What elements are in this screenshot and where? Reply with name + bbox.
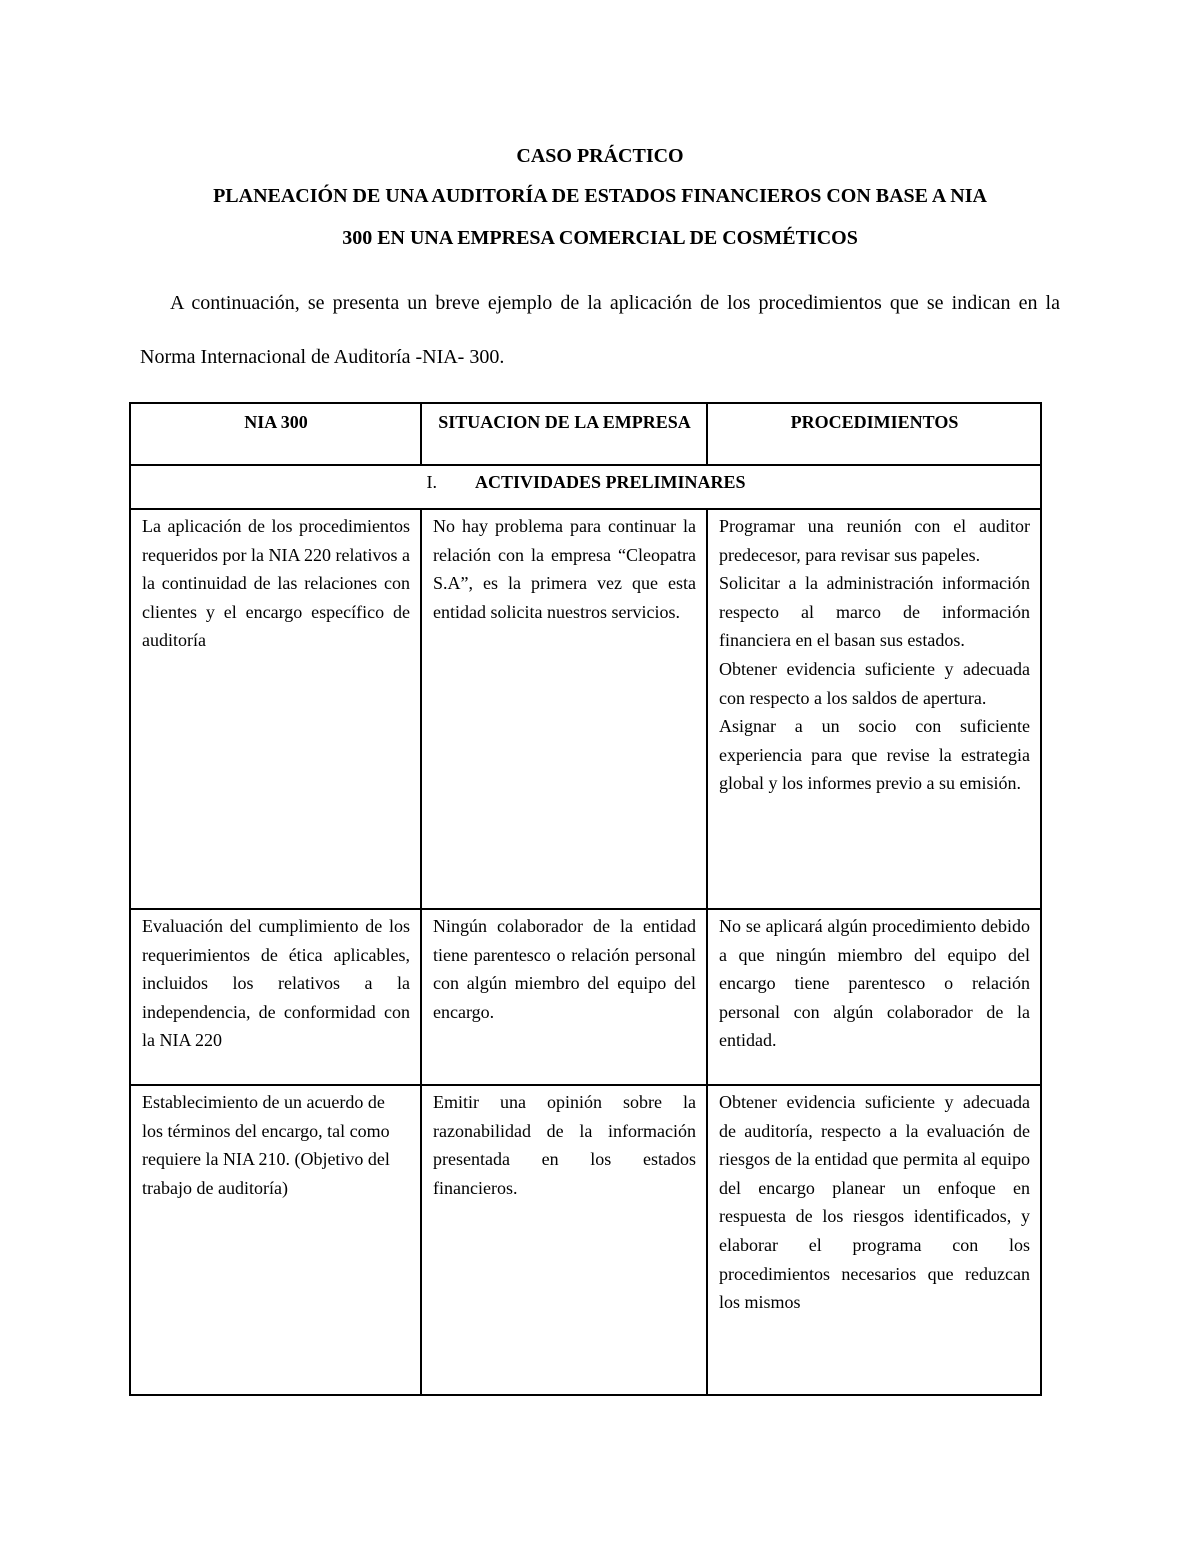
section-heading — [130, 465, 1041, 509]
nia-cell — [130, 909, 421, 1085]
situacion-cell — [421, 509, 707, 909]
procedimiento-item: Obtener evidencia suficiente y adecuada de auditoría, respecto a la evaluación de riesgos de la entidad que permita al equipo del encargo planear un enfoque en respuesta de los riesgos identificados, y elaborar el programa con los procedimientos necesarios que reduzcan los mismos — [719, 1092, 1030, 1313]
nia-cell — [130, 1085, 421, 1395]
procedimientos-cell — [707, 509, 1041, 909]
header-situacion: SITUACION DE LA EMPRESA — [421, 403, 707, 465]
section-row — [130, 465, 1041, 509]
situacion-text: Ningún colaborador de la entidad tiene parentesco o relación personal con algún miembro del equipo del encargo. — [433, 916, 696, 1022]
table-row — [130, 1085, 1041, 1395]
header-procedimientos: PROCEDIMIENTOS — [707, 403, 1041, 465]
table-header-row — [130, 403, 1041, 465]
procedimiento-item: Solicitar a la administración información respecto al marco de información financiera en el basan sus estados. — [719, 573, 1030, 651]
header-nia-300: NIA 300 — [130, 403, 421, 465]
nia-cell — [130, 509, 421, 909]
nia-300-table — [129, 402, 1042, 1396]
procedimiento-item: Programar una reunión con el auditor predecesor, para revisar sus papeles. — [719, 516, 1030, 565]
procedimiento-item: Asignar a un socio con suficiente experiencia para que revise la estrategia global y los informes previo a su emisión. — [719, 716, 1030, 794]
nia-text: Evaluación del cumplimiento de los requerimientos de ética aplicables, incluidos los relativos a la independencia, de conformidad con la NIA 220 — [142, 916, 410, 1051]
table-row — [130, 509, 1041, 909]
section-label: ACTIVIDADES PRELIMINARES — [474, 472, 746, 492]
nia-text: La aplicación de los procedimientos requeridos por la NIA 220 relativos a la continuidad de las relaciones con clientes y el encargo específico de auditoría — [142, 516, 410, 651]
document-title: CASO PRÁCTICO — [516, 145, 684, 167]
situacion-cell — [421, 909, 707, 1085]
situacion-text: No hay problema para continuar la relación con la empresa “Cleopatra S.A”, es la primera vez que esta entidad solicita nuestros servicios. — [433, 516, 696, 622]
situacion-cell — [421, 1085, 707, 1395]
section-number: I. — [426, 472, 437, 492]
procedimientos-cell — [707, 1085, 1041, 1395]
document-subtitle-line-1: PLANEACIÓN DE UNA AUDITORÍA DE ESTADOS FINANCIEROS CON BASE A NIA — [213, 185, 987, 207]
situacion-text: Emitir una opinión sobre la razonabilidad de la información presentada en los estados financieros. — [433, 1092, 696, 1198]
document-subtitle-line-2: 300 EN UNA EMPRESA COMERCIAL DE COSMÉTICOS — [342, 227, 858, 249]
nia-text: Establecimiento de un acuerdo de los términos del encargo, tal como requiere la NIA 210. (Objetivo del trabajo de auditoría) — [142, 1092, 390, 1198]
procedimiento-item: Obtener evidencia suficiente y adecuada con respecto a los saldos de apertura. — [719, 658, 1030, 708]
table-row — [130, 909, 1041, 1085]
intro-paragraph: A continuación, se presenta un breve ejemplo de la aplicación de los procedimientos que se indican en la Norma Internacional de Auditoría -NIA- 300. — [140, 292, 1060, 368]
procedimiento-item: No se aplicará algún procedimiento debido a que ningún miembro del equipo del encargo tiene parentesco o relación personal con algún colaborador de la entidad. — [719, 916, 1030, 1051]
procedimientos-cell — [707, 909, 1041, 1085]
